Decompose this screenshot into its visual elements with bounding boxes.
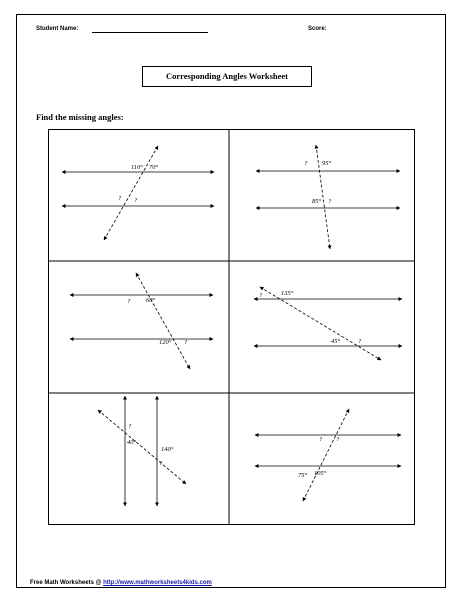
angle-label: ?	[259, 292, 263, 299]
angle-label: ?	[128, 423, 132, 430]
angle-label: 95°	[322, 160, 332, 167]
angle-label: 45°	[331, 338, 341, 345]
angle-label: 75°	[298, 472, 308, 479]
angle-label: ?	[184, 339, 188, 346]
student-name-label: Student Name:	[36, 26, 79, 32]
problem-5	[98, 396, 186, 506]
worksheet-title: Corresponding Angles Worksheet	[165, 71, 288, 81]
angle-label: ?	[328, 198, 332, 205]
problem-3	[70, 273, 213, 369]
angle-label: ?	[159, 460, 163, 467]
student-name-line	[92, 32, 208, 33]
angle-label: ?	[319, 436, 323, 443]
angle-label: ?	[336, 436, 340, 443]
angle-label: 135°	[281, 290, 294, 297]
angle-label: ?	[127, 298, 131, 305]
footer-prefix: Free Math Worksheets @	[30, 580, 104, 586]
angle-label: ?	[118, 195, 122, 202]
footer	[30, 580, 212, 586]
problem-6	[255, 409, 401, 501]
angle-label: 140°	[161, 446, 174, 453]
angle-label: ?	[304, 160, 308, 167]
instruction-text: Find the missing angles:	[36, 112, 124, 122]
angle-label: 70°	[149, 164, 159, 171]
angle-label: ?	[358, 338, 362, 345]
footer-link[interactable]: http://www.mathworksheets4kids.com	[103, 580, 212, 586]
score-label: Score:	[308, 26, 327, 32]
angle-label: 85°	[312, 198, 322, 205]
angle-label: ?	[134, 197, 138, 204]
worksheet-title-box	[142, 66, 312, 87]
angle-label: 40°	[127, 439, 137, 446]
angle-label: 60°	[146, 297, 156, 304]
angle-label: 110°	[131, 164, 143, 171]
problem-2	[256, 145, 400, 249]
angle-label: 120°	[159, 339, 172, 346]
angle-label: 105°	[314, 470, 327, 477]
problem-1	[62, 146, 214, 240]
problem-grid	[48, 129, 415, 525]
problem-4	[254, 287, 402, 360]
